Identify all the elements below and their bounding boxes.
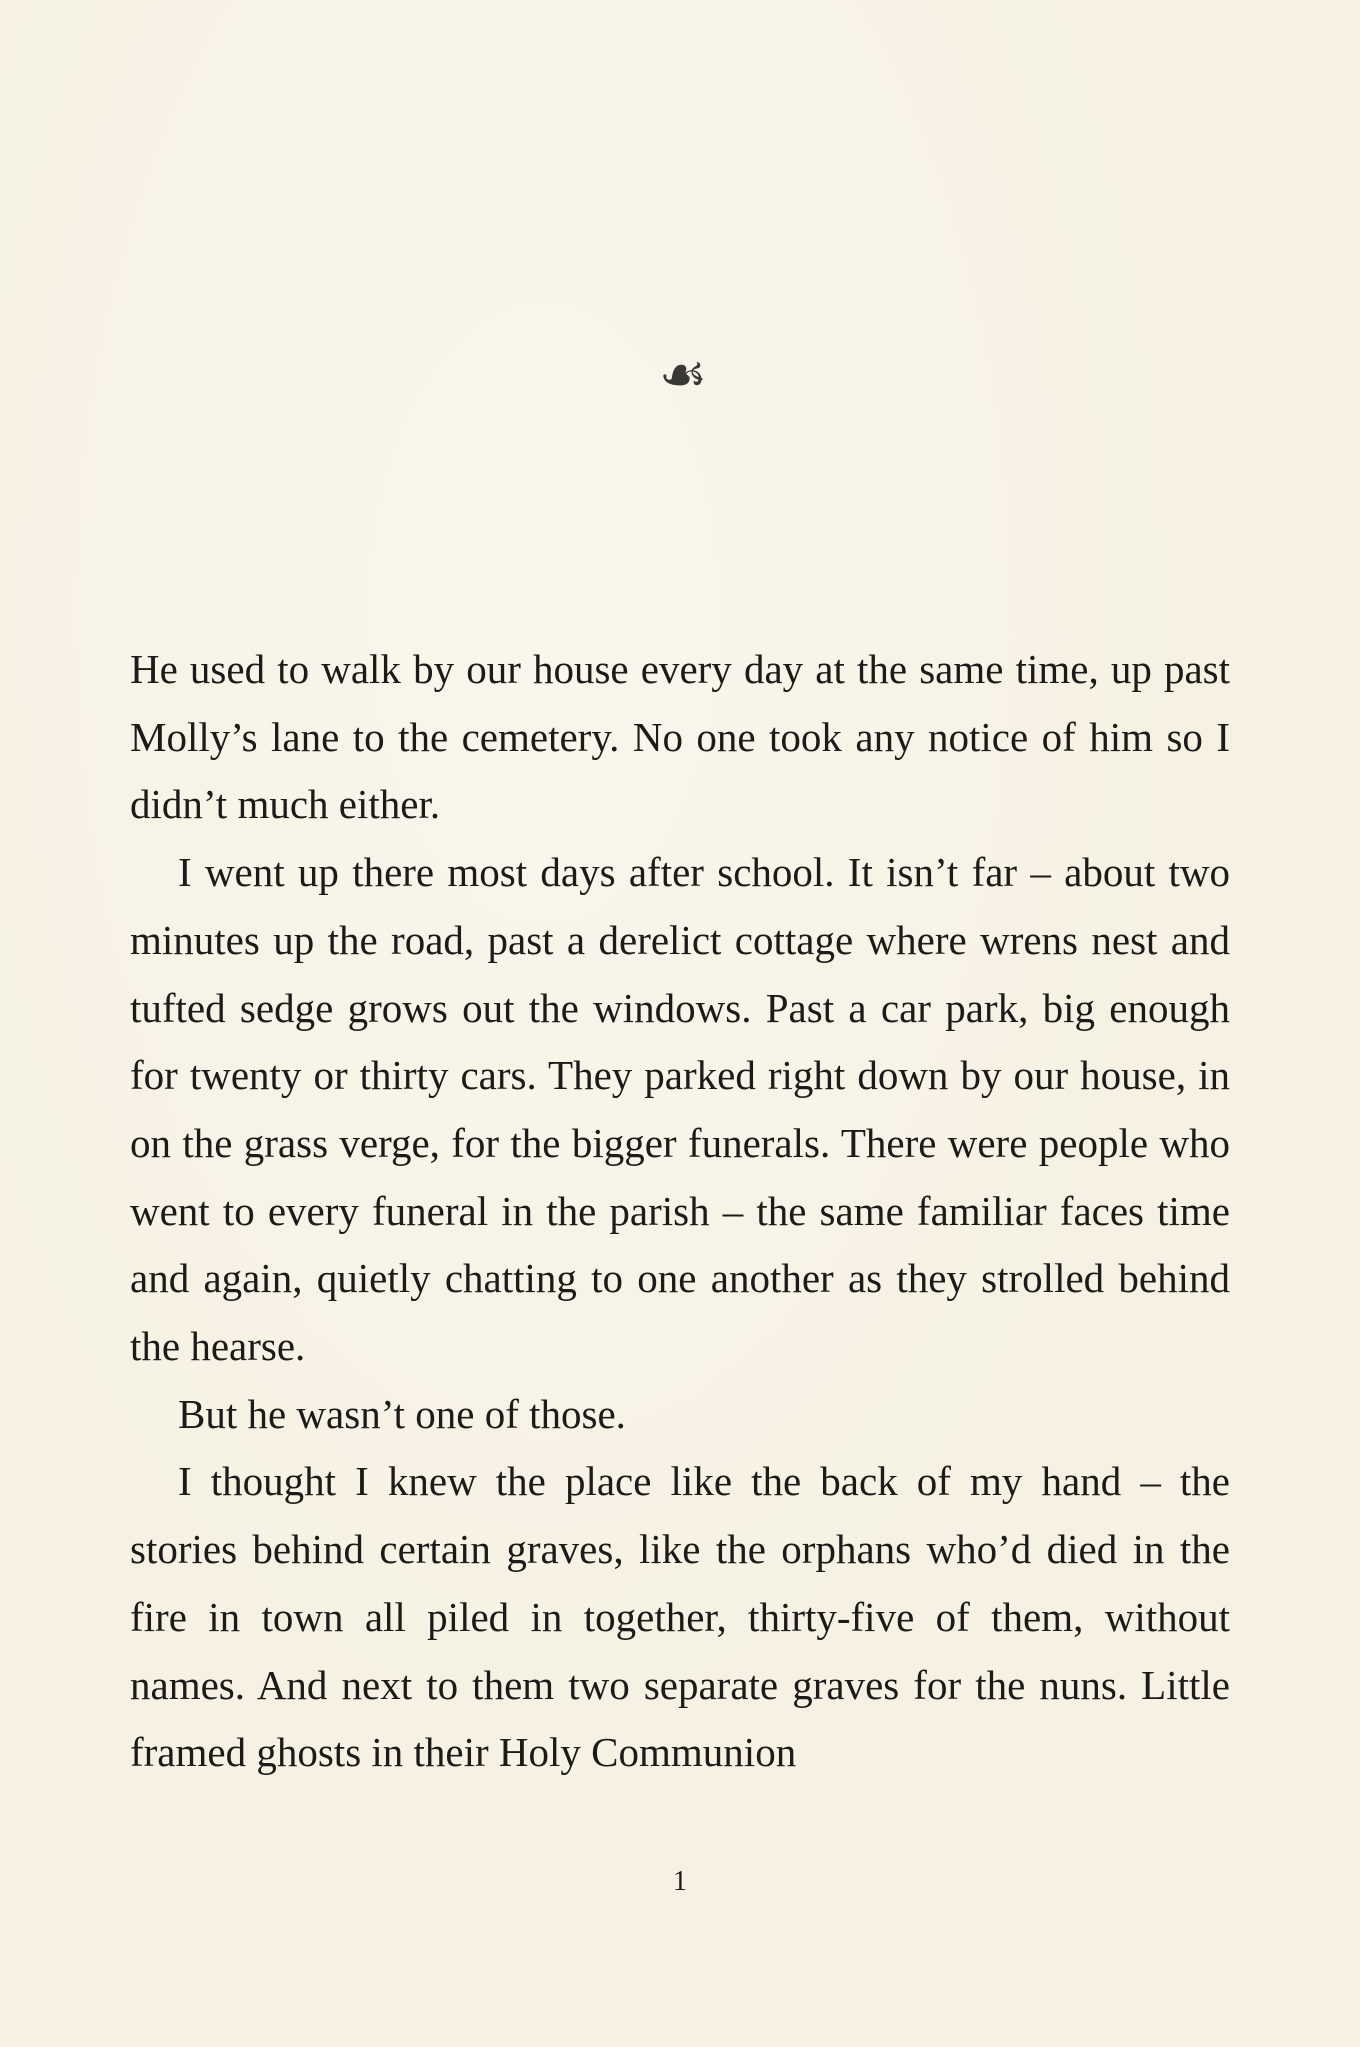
paragraph-2: I went up there most days after school. It isn’t far – about two minutes up the road, past a derelict cottage where wrens nest and tufted sedge grows out the windows. Past a car park, big enough for twenty or thirty cars. They parked right down by our house, in on the grass verge, for the bigger funerals. There were people who went to every funeral in the parish – the same familiar faces time and again, quietly chatting to one another as they strolled behind the hearse. [130, 849, 1230, 1370]
paragraph-1: He used to walk by our house every day at the same time, up past Molly’s lane to the cemetery. No one took any notice of him so I didn’t much either. [130, 646, 1230, 828]
body-text [130, 636, 1230, 1787]
section-ornament: ☙ [658, 345, 702, 405]
paragraph-3: But he wasn’t one of those. [178, 1390, 626, 1437]
page-number: 1 [673, 1866, 687, 1897]
paragraph-4: I thought I knew the place like the back of my hand – the stories behind certain graves, like the orphans who’d died in the fire in town all piled in together, thirty-five of them, without names. And next to them two separate graves for the nuns. Little framed ghosts in their Holy Communion [130, 1458, 1230, 1776]
